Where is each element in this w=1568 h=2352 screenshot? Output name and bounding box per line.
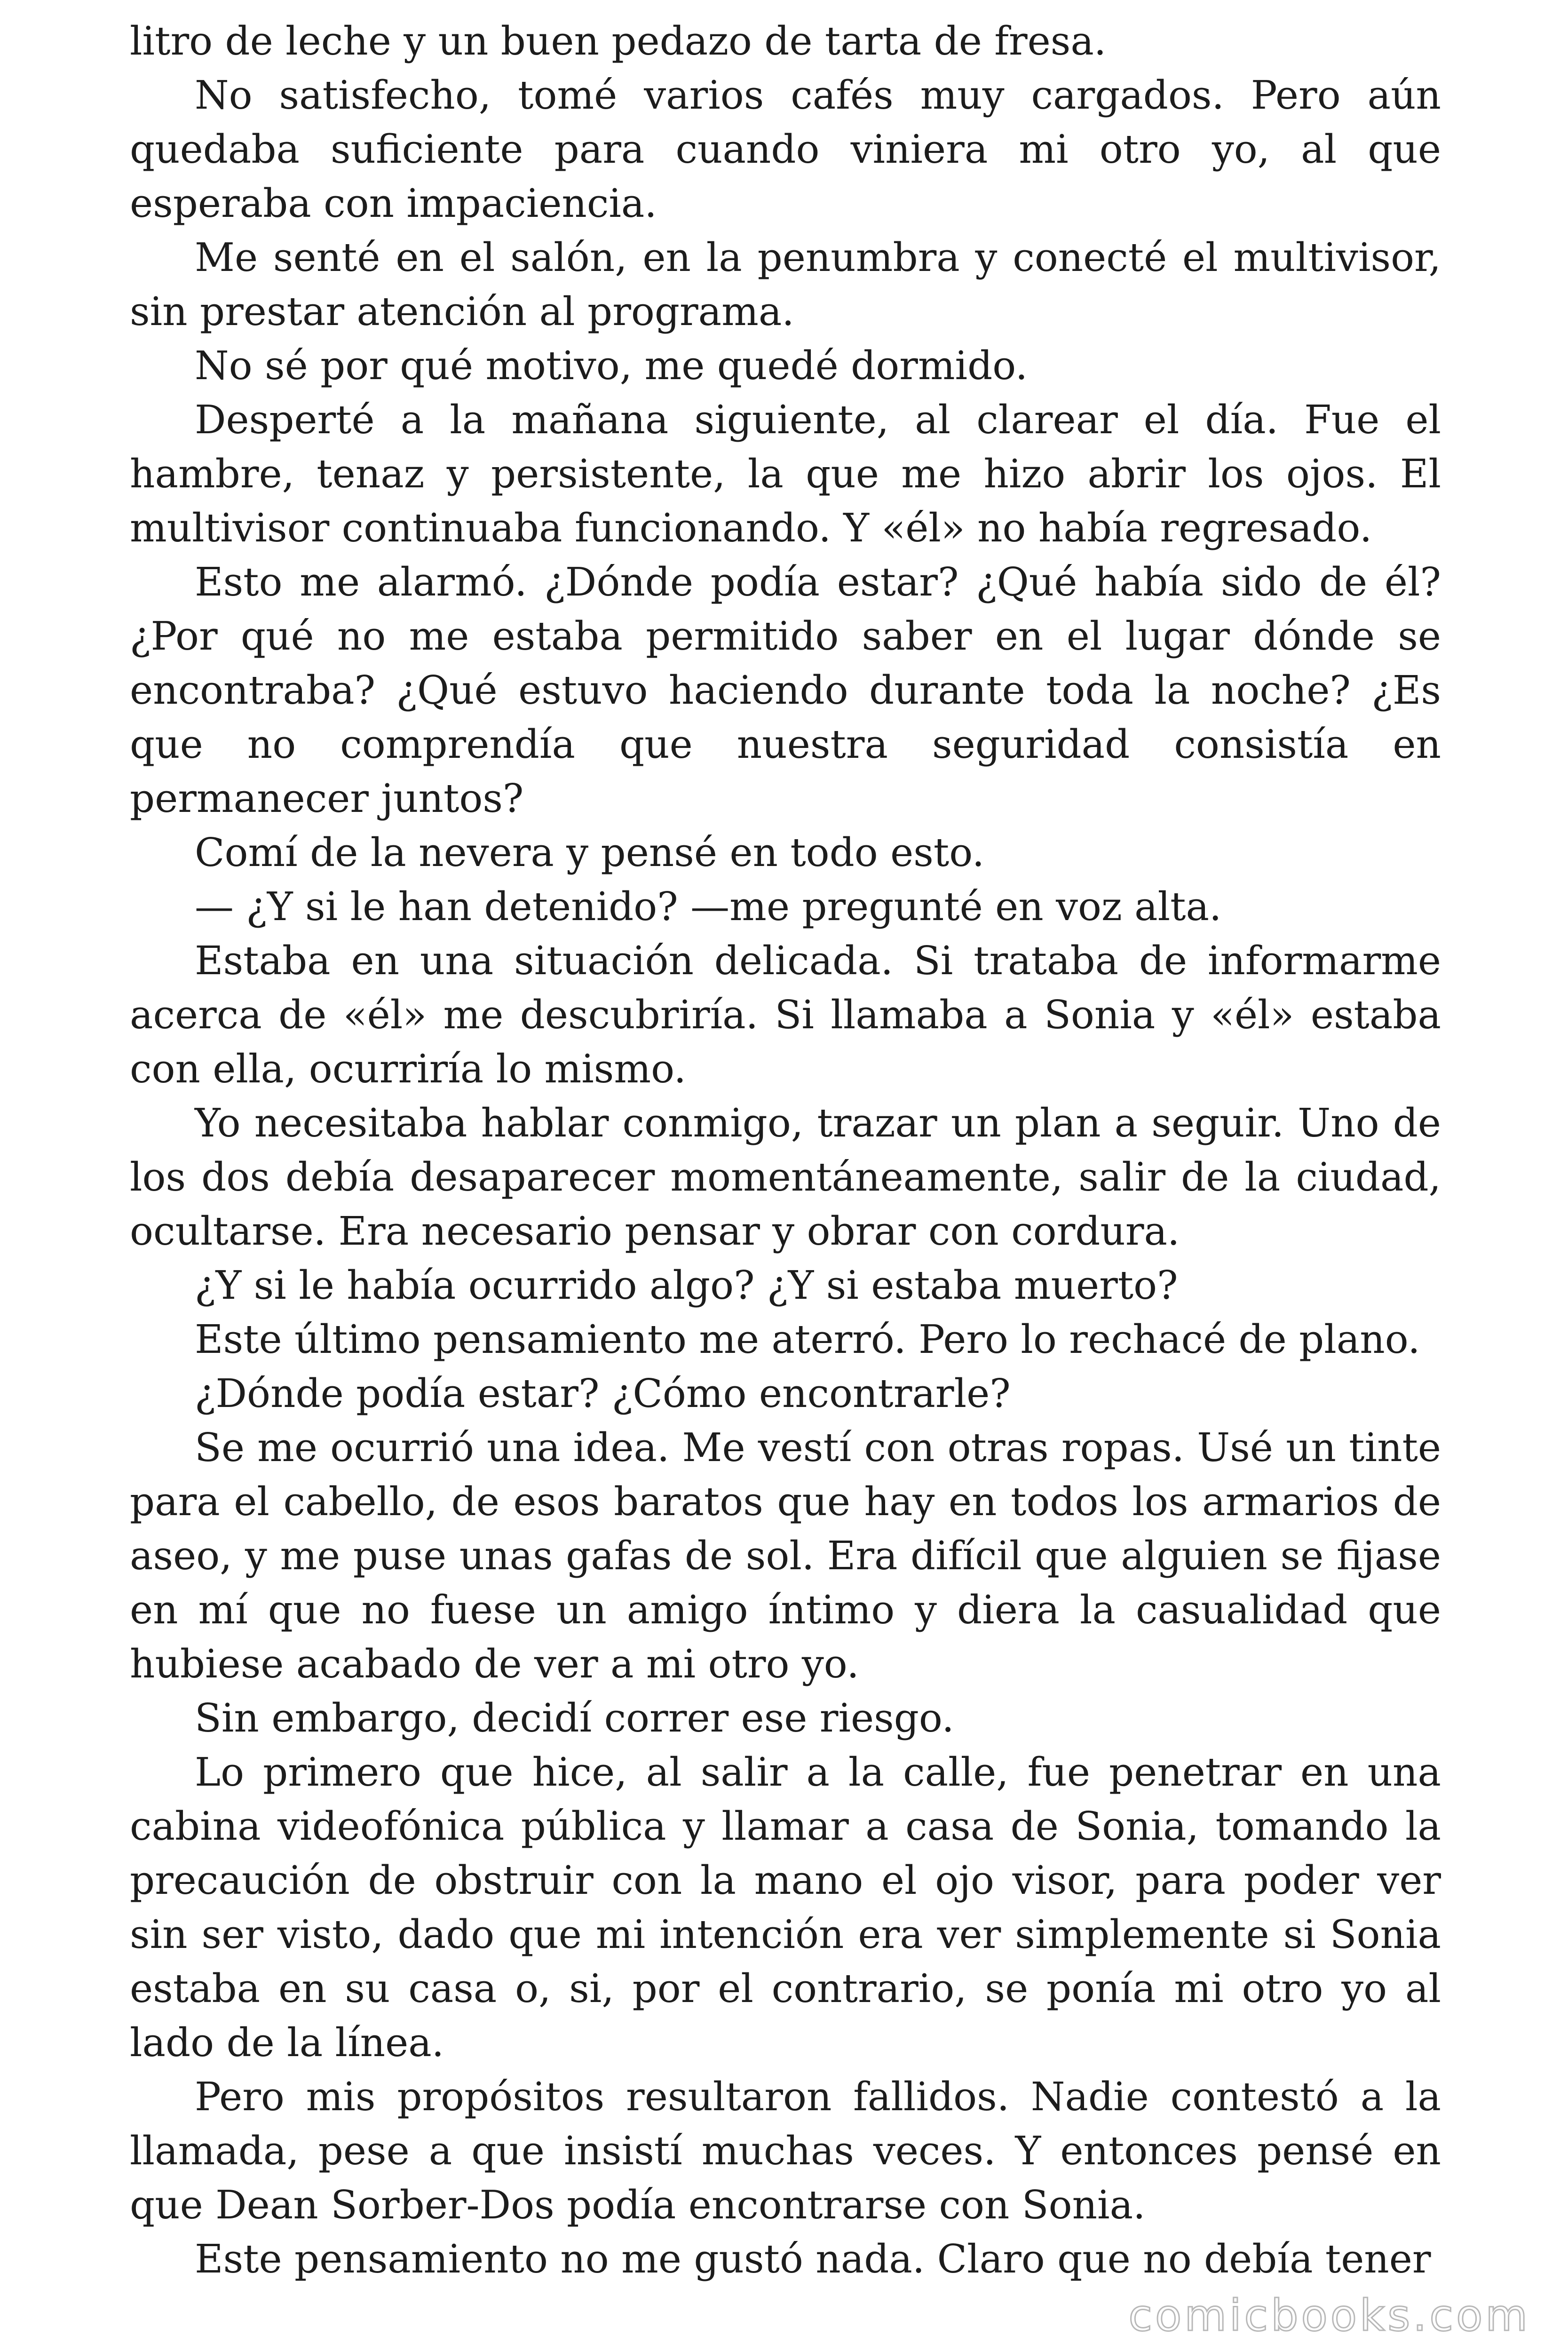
paragraph: Sin embargo, decidí correr ese riesgo. — [195, 1695, 954, 1741]
paragraph: — ¿Y si le han detenido? —me pregunté en voz alta. — [195, 884, 1222, 930]
paragraph: Lo primero que hice, al salir a la calle, fue penetrar en una cabina videofónica pública y llamar a casa de Sonia, tomando la precaución de obstruir con la mano el ojo visor, para poder ver sin ser visto, dado que mi intención era ver simplemente si Sonia estaba en su casa o, si, por el contrario, se ponía mi otro yo al lado de la línea. — [130, 1749, 1441, 2066]
paragraph: ¿Dónde podía estar? ¿Cómo encontrarle? — [195, 1371, 1011, 1416]
paragraph: Desperté a la mañana siguiente, al clarear el día. Fue el hambre, tenaz y persistente, la que me hizo abrir los ojos. El multivisor continuaba funcionando. Y «él» no había regresado. — [130, 397, 1441, 551]
paragraph: Este pensamiento no me gustó nada. Claro que no debía tener — [195, 2236, 1431, 2282]
page-body — [130, 14, 1441, 2286]
paragraph: Pero mis propósitos resultaron fallidos. Nadie contestó a la llamada, pese a que insistí muchas veces. Y entonces pensé en que Dean Sorber-Dos podía encontrarse con Sonia. — [130, 2074, 1441, 2228]
paragraph: No sé por qué motivo, me quedé dormido. — [195, 343, 1028, 389]
paragraph: Yo necesitaba hablar conmigo, trazar un plan a seguir. Uno de los dos debía desaparecer momentáneamente, salir de la ciudad, ocultarse. Era necesario pensar y obrar con cordura. — [130, 1100, 1441, 1254]
paragraph: Estaba en una situación delicada. Si trataba de informarme acerca de «él» me descubriría. Si llamaba a Sonia y «él» estaba con ella, ocurriría lo mismo. — [130, 938, 1441, 1092]
paragraph: No satisfecho, tomé varios cafés muy cargados. Pero aún quedaba suficiente para cuando viniera mi otro yo, al que esperaba con impaciencia. — [130, 72, 1441, 226]
paragraph: litro de leche y un buen pedazo de tarta de fresa. — [130, 18, 1107, 64]
paragraph: Me senté en el salón, en la penumbra y conecté el multivisor, sin prestar atención al programa. — [130, 235, 1441, 334]
paragraph: Se me ocurrió una idea. Me vestí con otras ropas. Usé un tinte para el cabello, de esos baratos que hay en todos los armarios de aseo, y me puse unas gafas de sol. Era difícil que alguien se fijase en mí que no fuese un amigo íntimo y diera la casualidad que hubiese acabado de ver a mi otro yo. — [130, 1425, 1441, 1687]
paragraph: Esto me alarmó. ¿Dónde podía estar? ¿Qué había sido de él? ¿Por qué no me estaba permitido saber en el lugar dónde se encontraba? ¿Qué estuvo haciendo durante toda la noche? ¿Es que no comprendía que nuestra seguridad consistía en permanecer juntos? — [130, 559, 1441, 821]
paragraph: Este último pensamiento me aterró. Pero lo rechacé de plano. — [195, 1317, 1420, 1362]
site-watermark: comicbooks.com — [1128, 2290, 1530, 2341]
paragraph: ¿Y si le había ocurrido algo? ¿Y si estaba muerto? — [195, 1263, 1178, 1308]
paragraph: Comí de la nevera y pensé en todo esto. — [195, 830, 985, 875]
